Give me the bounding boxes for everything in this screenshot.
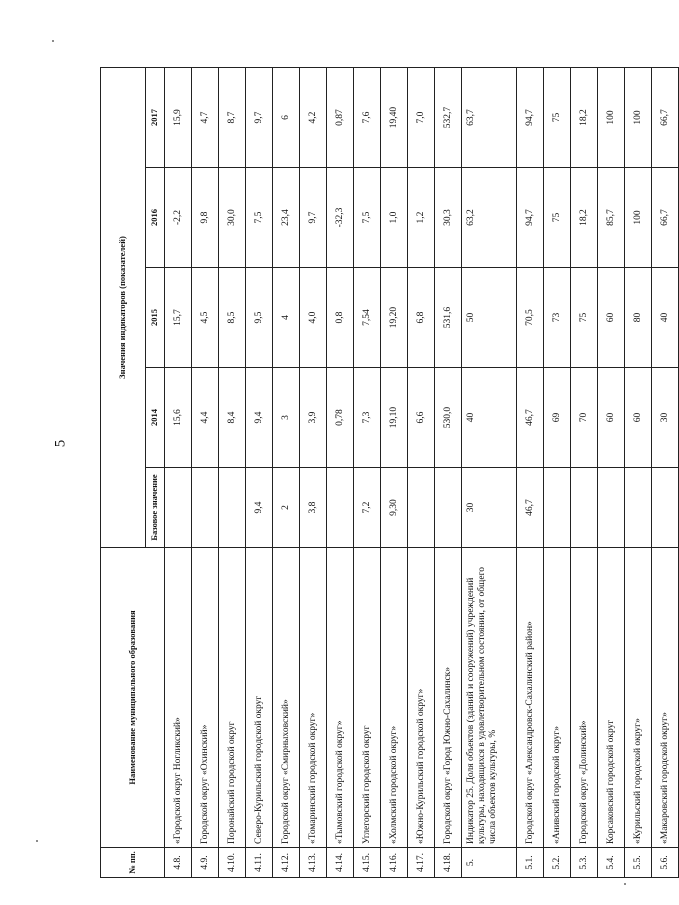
row-value-2015: 60: [598, 268, 625, 368]
row-base: 3,8: [300, 468, 327, 548]
row-num: 5.6.: [652, 848, 679, 878]
indicators-table: [100, 67, 679, 878]
row-value-2016: 94,7: [517, 168, 544, 268]
table-row: [327, 67, 354, 877]
row-name: «Томаринский городской округ»: [300, 548, 327, 848]
row-value-2015: 0,8: [327, 268, 354, 368]
row-base: [408, 468, 435, 548]
table-row: [517, 67, 544, 877]
row-value-2017: 94,7: [517, 67, 544, 167]
header-name: Наименование муниципального образования: [101, 548, 165, 848]
row-value-2016: 9,7: [300, 168, 327, 268]
scan-speck: [36, 840, 38, 842]
row-value-2015: 4,5: [192, 268, 219, 368]
row-name: Городской округ «Александровск-Сахалинский район»: [517, 548, 544, 848]
row-value-2017: 15,9: [165, 67, 192, 167]
row-value-2016: 7,5: [246, 168, 273, 268]
row-name: Углегорский городской округ: [354, 548, 381, 848]
row-num: 4.12.: [273, 848, 300, 878]
table-frame: [100, 68, 670, 878]
row-base: [192, 468, 219, 548]
row-value-2015: 15,7: [165, 268, 192, 368]
row-num: 5.5.: [625, 848, 652, 878]
row-value-2014: 69: [544, 368, 571, 468]
row-base: 30: [462, 468, 517, 548]
row-name: Поронайский городской округ: [219, 548, 246, 848]
row-num: 4.9.: [192, 848, 219, 878]
row-base: [219, 468, 246, 548]
table-row: [246, 67, 273, 877]
page-number: 5: [52, 439, 69, 448]
row-value-2015: 9,5: [246, 268, 273, 368]
row-value-2017: 75: [544, 67, 571, 167]
row-value-2016: 66,7: [652, 168, 679, 268]
row-name: Городской округ «Город Южно-Сахалинск»: [435, 548, 462, 848]
row-value-2016: 18,2: [571, 168, 598, 268]
row-value-2016: 7,5: [354, 168, 381, 268]
row-num: 4.13.: [300, 848, 327, 878]
row-base: [435, 468, 462, 548]
row-value-2016: 85,7: [598, 168, 625, 268]
row-name: «Южно-Курильский городской округ»: [408, 548, 435, 848]
table-row: [625, 67, 652, 877]
table-body: [165, 67, 679, 877]
header-year: 2014: [146, 368, 165, 468]
header-year: 2016: [146, 168, 165, 268]
table-row: [354, 67, 381, 877]
row-value-2015: 75: [571, 268, 598, 368]
row-value-2014: 6,6: [408, 368, 435, 468]
row-num: 4.17.: [408, 848, 435, 878]
row-value-2014: 46,7: [517, 368, 544, 468]
header-year: 2017: [146, 67, 165, 167]
row-value-2015: 8,5: [219, 268, 246, 368]
row-value-2017: 4,7: [192, 67, 219, 167]
row-value-2016: -2,2: [165, 168, 192, 268]
row-value-2016: 1,0: [381, 168, 408, 268]
row-value-2016: 100: [625, 168, 652, 268]
row-num: 4.14.: [327, 848, 354, 878]
row-base: [571, 468, 598, 548]
row-base: [165, 468, 192, 548]
row-value-2014: 15,6: [165, 368, 192, 468]
row-base: 9,4: [246, 468, 273, 548]
row-value-2015: 4: [273, 268, 300, 368]
row-name: Городской округ «Долинский»: [571, 548, 598, 848]
row-num: 4.15.: [354, 848, 381, 878]
table-row: [544, 67, 571, 877]
table-row: [598, 67, 625, 877]
row-base: [598, 468, 625, 548]
row-name: Северо-Курильский городской округ: [246, 548, 273, 848]
row-num: 5.3.: [571, 848, 598, 878]
row-value-2017: 0,87: [327, 67, 354, 167]
row-num: 5.4.: [598, 848, 625, 878]
table-row: [435, 67, 462, 877]
row-num: 5.: [462, 848, 517, 878]
row-value-2017: 8,7: [219, 67, 246, 167]
table-row: [192, 67, 219, 877]
row-base: 9,30: [381, 468, 408, 548]
row-base: [652, 468, 679, 548]
row-value-2014: 60: [625, 368, 652, 468]
table-row: [571, 67, 598, 877]
table-row: [408, 67, 435, 877]
row-value-2015: 50: [462, 268, 517, 368]
row-name: «Анивский городской округ»: [544, 548, 571, 848]
row-value-2016: 1,2: [408, 168, 435, 268]
header-values-group: Значения индикаторов (показателей): [101, 67, 146, 547]
row-value-2014: 3,9: [300, 368, 327, 468]
row-num: 5.2.: [544, 848, 571, 878]
row-value-2014: 530,0: [435, 368, 462, 468]
row-value-2015: 19,20: [381, 268, 408, 368]
table-row: [219, 67, 246, 877]
table-row: [300, 67, 327, 877]
table-row: [273, 67, 300, 877]
row-value-2016: 30,0: [219, 168, 246, 268]
row-base: 46,7: [517, 468, 544, 548]
row-value-2014: 4,4: [192, 368, 219, 468]
row-num: 4.16.: [381, 848, 408, 878]
row-name: Городской округ «Смирныховский»: [273, 548, 300, 848]
table-row: [462, 67, 517, 877]
scan-speck: [624, 883, 626, 885]
row-value-2017: 63,7: [462, 67, 517, 167]
row-value-2016: 75: [544, 168, 571, 268]
row-value-2015: 73: [544, 268, 571, 368]
header-year: 2015: [146, 268, 165, 368]
row-value-2015: 80: [625, 268, 652, 368]
row-value-2015: 70,5: [517, 268, 544, 368]
row-value-2017: 18,2: [571, 67, 598, 167]
row-name: Корсаковский городской округ: [598, 548, 625, 848]
row-value-2017: 532,7: [435, 67, 462, 167]
row-value-2014: 3: [273, 368, 300, 468]
row-num: 4.8.: [165, 848, 192, 878]
row-value-2017: 100: [598, 67, 625, 167]
row-value-2017: 4,2: [300, 67, 327, 167]
row-name: «Городской округ Ногликский»: [165, 548, 192, 848]
rotated-table-container: [100, 68, 670, 878]
table-row: [652, 67, 679, 877]
row-base: [327, 468, 354, 548]
row-value-2017: 7,0: [408, 67, 435, 167]
row-value-2014: 8,4: [219, 368, 246, 468]
row-base: [544, 468, 571, 548]
header-base: Базовое значение: [146, 468, 165, 548]
row-value-2014: 7,3: [354, 368, 381, 468]
row-base: 2: [273, 468, 300, 548]
row-value-2015: 40: [652, 268, 679, 368]
row-value-2015: 6,8: [408, 268, 435, 368]
row-value-2016: -32,3: [327, 168, 354, 268]
row-base: [625, 468, 652, 548]
row-name: Городской округ «Охинский»: [192, 548, 219, 848]
row-value-2014: 9,4: [246, 368, 273, 468]
row-value-2017: 6: [273, 67, 300, 167]
row-num: 4.18.: [435, 848, 462, 878]
row-num: 5.1.: [517, 848, 544, 878]
row-value-2017: 19,40: [381, 67, 408, 167]
row-base: 7,2: [354, 468, 381, 548]
table-row: [165, 67, 192, 877]
row-name: «Холмский городской округ»: [381, 548, 408, 848]
row-value-2017: 9,7: [246, 67, 273, 167]
row-value-2015: 531,6: [435, 268, 462, 368]
row-value-2014: 19,10: [381, 368, 408, 468]
row-name: «Тымовский городской округ»: [327, 548, 354, 848]
row-name: «Курильский городской округ»: [625, 548, 652, 848]
row-value-2014: 0,78: [327, 368, 354, 468]
row-name: «Макаровский городской округ»: [652, 548, 679, 848]
row-value-2016: 9,8: [192, 168, 219, 268]
table-row: [381, 67, 408, 877]
row-num: 4.11.: [246, 848, 273, 878]
row-value-2014: 30: [652, 368, 679, 468]
header-num: № пп.: [101, 848, 165, 878]
scan-speck: [52, 40, 54, 42]
row-value-2015: 4,0: [300, 268, 327, 368]
row-value-2017: 66,7: [652, 67, 679, 167]
row-num: 4.10.: [219, 848, 246, 878]
row-value-2016: 23,4: [273, 168, 300, 268]
row-value-2016: 63,2: [462, 168, 517, 268]
row-value-2016: 30,3: [435, 168, 462, 268]
row-value-2014: 40: [462, 368, 517, 468]
row-value-2014: 60: [598, 368, 625, 468]
row-name: Индикатор 25. Доля объектов (зданий и сооружений) учреждений культуры, находящихся в удовлетворительном состоянии, от общего числа объектов культуры, %: [462, 548, 517, 848]
row-value-2015: 7,54: [354, 268, 381, 368]
row-value-2014: 70: [571, 368, 598, 468]
row-value-2017: 100: [625, 67, 652, 167]
row-value-2017: 7,6: [354, 67, 381, 167]
